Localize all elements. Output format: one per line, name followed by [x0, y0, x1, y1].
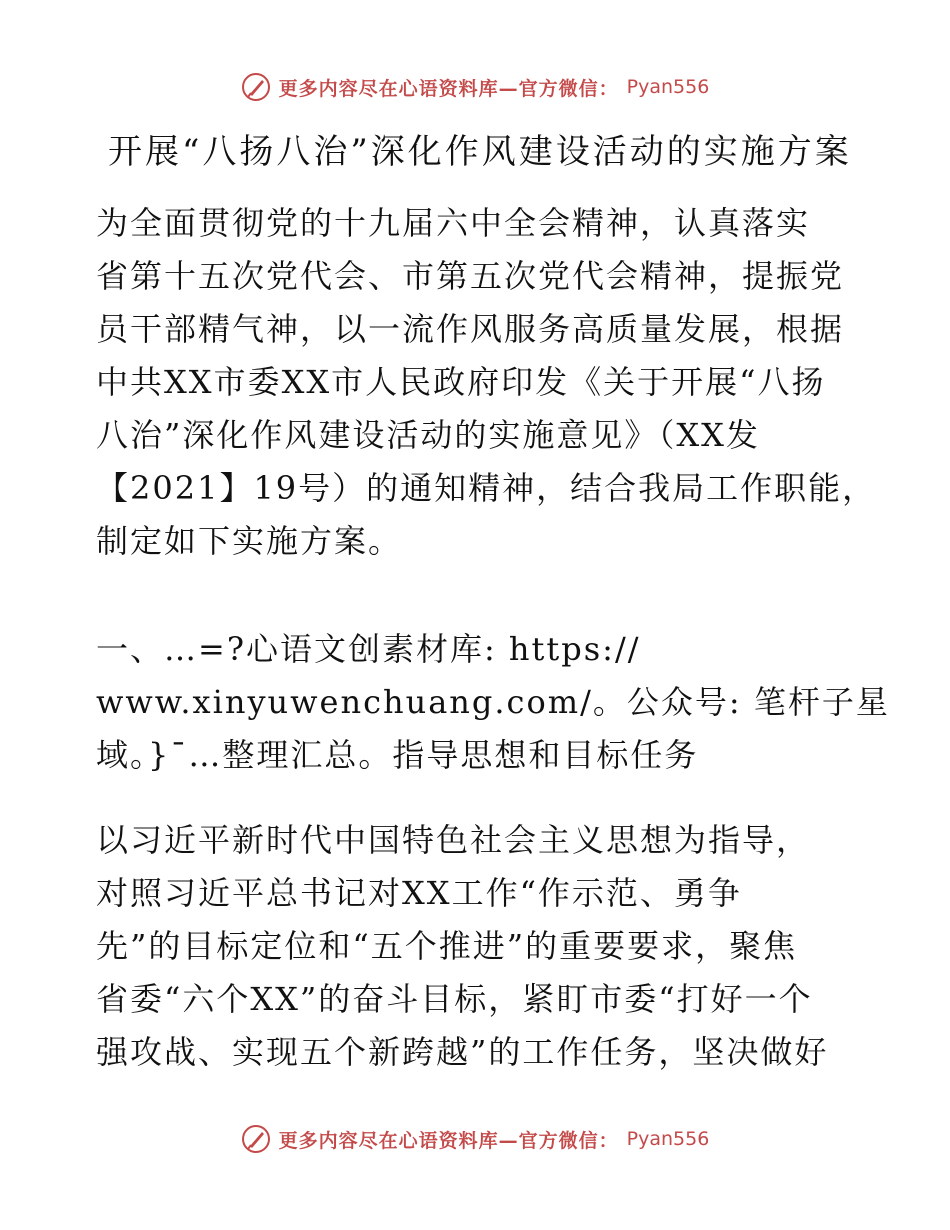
watermark-text: 更多内容尽在心语资料库—官方微信：: [278, 77, 619, 100]
text-line: 以习近平新时代中国特色社会主义思想为指导，: [96, 821, 811, 859]
text-line: 八治”深化作风建设活动的实施意见》（XX发: [96, 416, 760, 454]
text-line: 域。}¯…整理汇总。指导思想和目标任务: [96, 736, 699, 774]
text-line: 省第十五次党代会、市第五次党代会精神，提振党: [96, 257, 845, 295]
watermark-wechat-id: Pyan556: [626, 76, 710, 98]
text-line: 中共XX市委XX市人民政府印发《关于开展“八扬: [96, 363, 826, 401]
watermark-text: 更多内容尽在心语资料库—官方微信：: [278, 1129, 619, 1152]
text-line: 强攻战、实现五个新跨越”的工作任务，坚决做好: [96, 1033, 829, 1071]
paragraph-guiding-thought: [96, 814, 866, 1079]
text-line: 【2021】19号）的通知精神，结合我局工作职能，: [96, 469, 877, 507]
text-line: 先”的目标定位和“五个推进”的重要要求，聚焦: [96, 927, 798, 965]
quill-logo-icon: [241, 1124, 271, 1154]
text-line: 制定如下实施方案。: [96, 522, 403, 560]
text-line: 省委“六个XX”的奋斗目标，紧盯市委“打好一个: [96, 980, 813, 1018]
paragraph-intro: [96, 197, 877, 568]
footer-watermark: [0, 1124, 950, 1154]
watermark-wechat-id: Pyan556: [626, 1128, 710, 1150]
text-line: www.xinyuwenchuang.com/。公众号: 笔杆子星: [96, 683, 890, 721]
text-line: 为全面贯彻党的十九届六中全会精神，认真落实: [96, 204, 811, 242]
text-line: 员干部精气神，以一流作风服务高质量发展，根据: [96, 310, 845, 348]
header-watermark: [0, 72, 950, 102]
text-line: 一、…=?心语文创素材库: https://: [96, 630, 641, 668]
section-heading: [96, 623, 890, 782]
quill-logo-icon: [241, 72, 271, 102]
text-line: 对照习近平总书记对XX工作“作示范、勇争: [96, 874, 742, 912]
document-title: 开展“八扬八治”深化作风建设活动的实施方案: [108, 132, 852, 172]
